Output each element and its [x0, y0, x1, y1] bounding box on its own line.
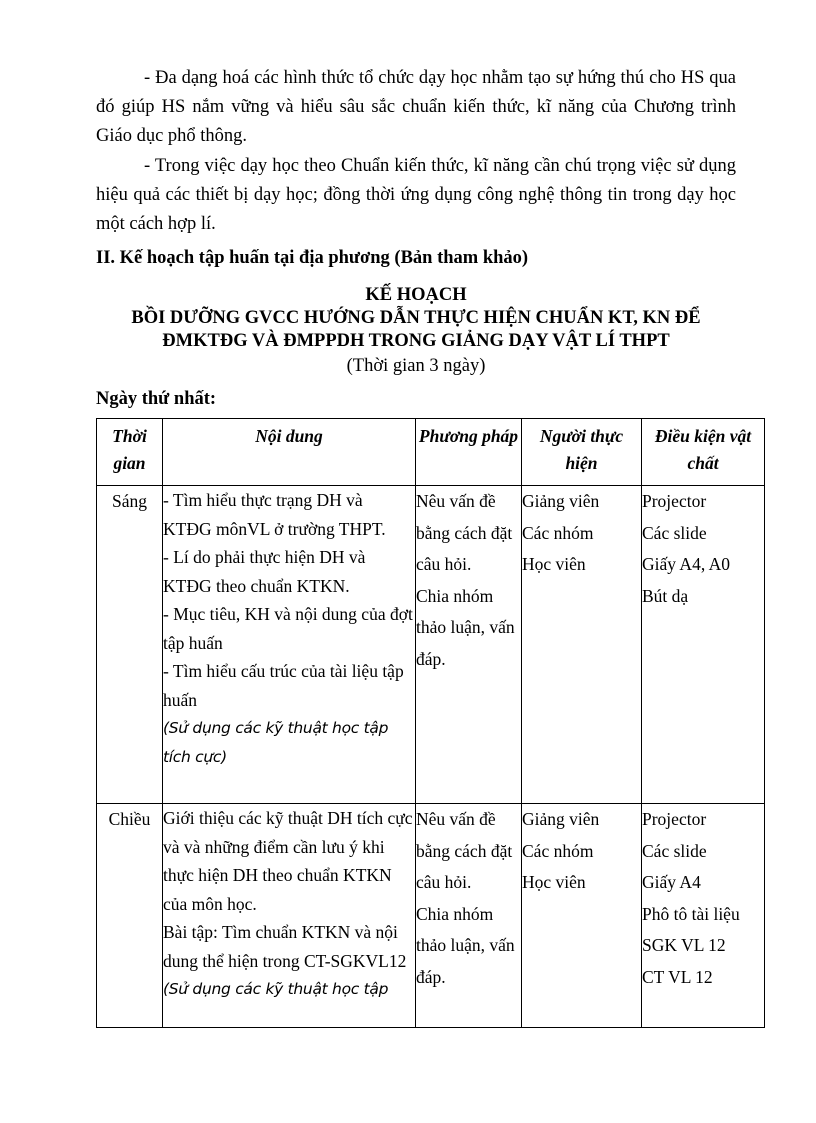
plan-subtitle-line-2: ĐMKTĐG VÀ ĐMPPDH TRONG GIẢNG DẠY VẬT LÍ THPT [162, 331, 670, 351]
method-item: Chia nhóm thảo luận, vấn đáp. [416, 903, 515, 987]
table-row [97, 486, 765, 804]
method-item: Nêu vấn đề bằng cách đặt câu hỏi. [416, 809, 513, 892]
table-row [97, 804, 765, 1028]
day-label: Ngày thứ nhất: [96, 389, 217, 409]
schedule-table [96, 418, 765, 1028]
condition-item: Giấy A4 [642, 872, 701, 892]
method-item: Chia nhóm thảo luận, vấn đáp. [416, 585, 515, 669]
conditions-cell [642, 804, 765, 1028]
intro-paragraph-1: - Đa dạng hoá các hình thức tổ chức dạy học nhằm tạo sự hứng thú cho HS qua đó giúp HS nắm vững và hiểu sâu sắc chuẩn kiến thức, kĩ năng của Chương trình Giáo dục phổ thông. [96, 68, 736, 146]
content-item: - Mục tiêu, KH và nội dung của đợt tập huấn [163, 604, 413, 653]
content-item: Bài tập: Tìm chuẩn KTKN và nội dung thể hiện trong CT-SGKVL12 [163, 922, 407, 971]
header-method: Phương pháp [416, 419, 522, 486]
condition-item: Các slide [642, 840, 707, 861]
header-performer: Người thực hiện [522, 419, 642, 486]
header-time: Thời gian [97, 419, 163, 486]
plan-duration: (Thời gian 3 ngày) [346, 356, 486, 376]
content-item: - Tìm hiểu cấu trúc của tài liệu tập huấn [163, 661, 404, 710]
session-cell: Chiều [97, 804, 163, 1028]
conditions-cell [642, 486, 765, 804]
section-heading: II. Kế hoạch tập huấn tại địa phương (Bản tham khảo) [96, 248, 529, 268]
content-item: - Lí do phải thực hiện DH và KTĐG theo chuẩn KTKN. [163, 547, 366, 596]
performer-item: Các nhóm [522, 522, 594, 543]
header-content: Nội dung [163, 419, 416, 486]
table-header-row [97, 419, 765, 486]
plan-subtitle-line-1: BỒI DƯỠNG GVCC HƯỚNG DẪN THỰC HIỆN CHUẨN KT, KN ĐỂ [131, 308, 701, 328]
performer-cell [522, 804, 642, 1028]
condition-item: CT VL 12 [642, 966, 713, 987]
content-note: (Sử dụng các kỹ thuật học tập tích cực) [163, 719, 389, 766]
plan-title: KẾ HOẠCH [365, 285, 467, 305]
header-conditions: Điều kiện vật chất [642, 419, 765, 486]
condition-item: Projector [642, 491, 707, 511]
performer-item: Giảng viên [522, 491, 600, 511]
method-item: Nêu vấn đề bằng cách đặt câu hỏi. [416, 491, 513, 574]
condition-item: Các slide [642, 522, 707, 543]
performer-item: Giảng viên [522, 809, 600, 829]
method-cell [416, 804, 522, 1028]
performer-cell [522, 486, 642, 804]
condition-item: SGK VL 12 [642, 935, 726, 955]
condition-item: Phô tô tài liệu [642, 903, 740, 924]
content-item: Giới thiệu các kỹ thuật DH tích cực và và những điểm cần lưu ý khi thực hiện DH theo chuẩn KTKN của môn học. [163, 808, 413, 914]
condition-item: Bút dạ [642, 585, 689, 606]
content-note: (Sử dụng các kỹ thuật học tập [163, 980, 389, 998]
performer-item: Học viên [522, 872, 586, 892]
content-cell [163, 804, 416, 1028]
session-cell: Sáng [97, 486, 163, 804]
performer-item: Học viên [522, 554, 586, 574]
content-cell [163, 486, 416, 804]
method-cell [416, 486, 522, 804]
condition-item: Projector [642, 809, 707, 829]
condition-item: Giấy A4, A0 [642, 554, 730, 574]
intro-paragraph-2: - Trong việc dạy học theo Chuẩn kiến thức, kĩ năng cần chú trọng việc sử dụng hiệu quả các thiết bị dạy học; đồng thời ứng dụng công nghệ thông tin trong dạy học một cách hợp lí. [96, 156, 736, 234]
performer-item: Các nhóm [522, 840, 594, 861]
content-item: - Tìm hiểu thực trạng DH và KTĐG mônVL ở trường THPT. [163, 490, 386, 539]
